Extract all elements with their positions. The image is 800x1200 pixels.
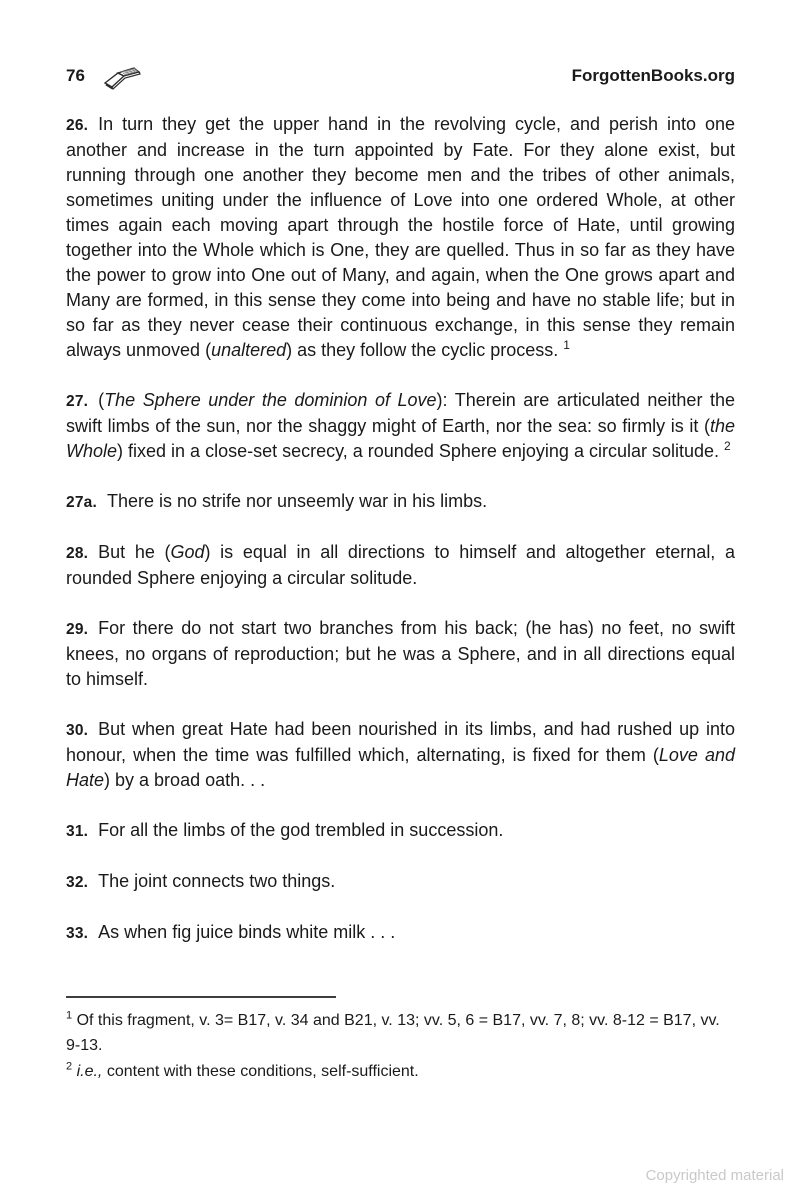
- body-text: ) as they follow the cyclic process.: [286, 340, 564, 360]
- open-book-icon: [101, 66, 141, 94]
- fragment-number: 27a.: [66, 494, 97, 511]
- body-text: ) by a broad oath. . .: [104, 770, 266, 790]
- page-number: 76: [66, 66, 85, 85]
- footnotes-section: [66, 1008, 735, 1084]
- fragments-container: [66, 112, 735, 946]
- italic-text: unaltered: [211, 340, 287, 360]
- fragment-paragraph: [66, 717, 735, 793]
- footnote-marker: 2: [66, 1060, 73, 1073]
- site-name: ForgottenBooks.org: [571, 66, 735, 85]
- body-text: But when great Hate had been nourished in its limbs, and had rushed up into honour, when the time was fulfilled which, alternating, is fixed for them (: [66, 719, 735, 765]
- fragment-paragraph: [66, 540, 735, 591]
- italic-text: The Sphere under the dominion of Love: [104, 390, 437, 410]
- body-text: ): Therein are articulated neither the swift limbs of the sun, nor the shaggy might of Earth, nor the sea: so firmly is it (: [66, 390, 735, 436]
- fragment-paragraph: [66, 489, 735, 515]
- fragment-paragraph: [66, 869, 735, 895]
- footnote-marker: 2: [724, 439, 731, 453]
- body-text: For there do not start two branches from his back; (he has) no feet, no swift knees, no organs of reproduction; but he was a Sphere, and in all directions equal to himself.: [66, 618, 735, 689]
- fragment-paragraph: [66, 920, 735, 946]
- body-text: As when fig juice binds white milk . . .: [98, 922, 396, 942]
- body-text: (: [98, 390, 105, 410]
- body-text: There is no strife nor unseemly war in his limbs.: [106, 491, 488, 511]
- fragment-paragraph: [66, 616, 735, 692]
- fragment-number: 26.: [66, 117, 89, 134]
- footnote-divider: [66, 996, 336, 998]
- italic-text: the Whole: [66, 416, 735, 461]
- italic-text: i.e.,: [76, 1063, 103, 1080]
- body-text: ) is equal in all directions to himself and altogether eternal, a rounded Sphere enjoying a circular solitude.: [66, 542, 735, 588]
- fragment-number: 31.: [66, 823, 89, 840]
- fragment-number: 28.: [66, 545, 89, 562]
- body-text: In turn they get the upper hand in the revolving cycle, and perish into one another and increase in the turn appointed by Fate. For they alone exist, but running through one another they become men and the tribes of other animals, sometimes uniting under the influence of Love into one ordered Whole, at other times again each moving apart through the hostile force of Hate, until growing together into the Whole which is One, they are quelled. Thus in so far as they have the power to grow into One out of Many, and again, when the One grows apart and Many are formed, in this sense they come into being and have no stable life; but in so far as they never cease their continuous exchange, in this sense they remain always unmoved (: [66, 114, 735, 360]
- footnote-marker: 1: [66, 1009, 73, 1022]
- footnote-marker: 1: [563, 338, 570, 352]
- body-text: For all the limbs of the god trembled in succession.: [98, 820, 504, 840]
- copyright-watermark: Copyrighted material: [645, 1167, 784, 1184]
- italic-text: Love and Hate: [66, 745, 735, 790]
- body-text: But he (: [98, 542, 171, 562]
- fragment-number: 33.: [66, 925, 89, 942]
- fragment-paragraph: [66, 112, 735, 363]
- footnote: [66, 1008, 735, 1058]
- fragment-number: 27.: [66, 393, 89, 410]
- body-text: Of this fragment, v. 3= B17, v. 34 and B21, v. 13; vv. 5, 6 = B17, vv. 7, 8; vv. 8-12 = B17, vv. 9-13.: [66, 1012, 720, 1054]
- body-text: content with these conditions, self-sufficient.: [102, 1063, 419, 1080]
- header-left: [66, 66, 141, 94]
- fragment-number: 29.: [66, 621, 89, 638]
- footnote: [66, 1059, 735, 1084]
- fragment-paragraph: [66, 818, 735, 844]
- italic-text: God: [170, 542, 205, 562]
- fragment-number: 32.: [66, 874, 89, 891]
- fragment-paragraph: [66, 388, 735, 464]
- page-header: [66, 66, 735, 94]
- body-text: The joint connects two things.: [98, 871, 336, 891]
- body-text: ) fixed in a close-set secrecy, a rounded Sphere enjoying a circular solitude.: [117, 441, 725, 461]
- fragment-number: 30.: [66, 722, 89, 739]
